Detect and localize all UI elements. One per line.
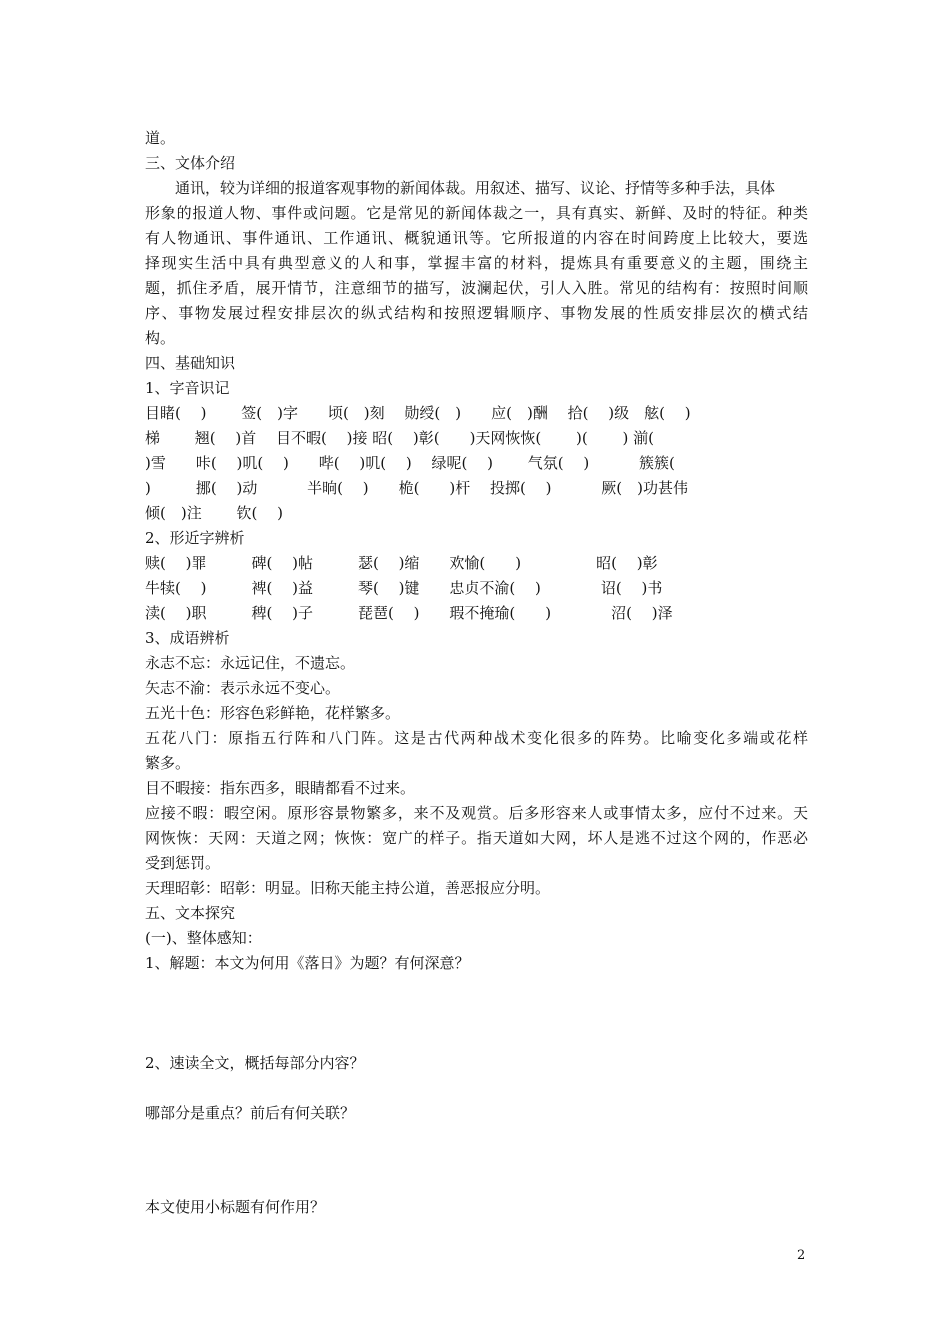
pronunciation-line: 梯 翘( )首 目不暇( )接 昭( )彰( )天网恢恢( )( ) 湔( [145,429,654,447]
idiom-line: 网恢恢：天网：天道之网；恢恢：宽广的样子。指天道如大网，坏人是逃不过这个网的，作恶必 [145,829,808,847]
pronunciation-line: )雪 咔( )叽( ) 哔( )叽( ) 绿呢( ) 气氛( ) 簇簇( [145,454,675,472]
pronunciation-line: 倾( )注 钦( ) [145,504,283,522]
question-summary: 2、速读全文，概括每部分内容？ [145,1054,365,1072]
section5-heading: 五、文本探究 [145,904,236,922]
section3-para-line: 序、事物发展过程安排层次的纵式结构和按照逻辑顺序、事物发展的性质安排层次的横式结 [145,304,808,322]
pronunciation-heading: 1、字音识记 [145,379,230,397]
section3-para-line: 通讯，较为详细的报道客观事物的新闻体裁。用叙述、描写、议论、抒情等多种手法，具体 [175,179,776,197]
similar-chars-line: 渎( )职 稗( )子 琵琶( ) 瑕不掩瑜( ) 沼( )泽 [145,604,673,622]
similar-chars-line: 牛犊( ) 裨( )益 琴( )键 忠贞不渝( ) 诏( )书 [145,579,663,597]
question-subheadings: 本文使用小标题有何作用？ [145,1198,326,1216]
idiom-line: 五光十色：形容色彩鲜艳，花样繁多。 [145,704,401,722]
overall-perception-heading: (一)、整体感知： [145,929,262,947]
idioms-heading: 3、成语辨析 [145,629,230,647]
similar-chars-line: 赎( )罪 碑( )帖 瑟( )缩 欢愉( ) 昭( )彰 [145,554,658,572]
section3-para-line: 构。 [145,329,176,347]
idiom-line: 目不暇接：指东西多，眼睛都看不过来。 [145,779,416,797]
section3-para-line: 择现实生活中具有典型意义的人和事，掌握丰富的材料，提炼具有重要意义的主题，围绕主 [145,254,808,272]
continuation-text: 道。 [145,129,176,147]
section3-para-line: 题，抓住矛盾，展开情节，注意细节的描写，波澜起伏，引人入胜。常见的结构有：按照时间顺 [145,279,808,297]
idiom-line: 天理昭彰：昭彰：明显。旧称天能主持公道，善恶报应分明。 [145,879,551,897]
pronunciation-line: ) 挪( )动 半晌( ) 桅( )杆 投掷( ) 厥( )功甚伟 [145,479,688,497]
section4-heading: 四、基础知识 [145,354,236,372]
question-title-meaning: 1、解题：本文为何用《落日》为题？有何深意？ [145,954,470,972]
question-focus: 哪部分是重点？前后有何关联？ [145,1104,356,1122]
idiom-line: 繁多。 [145,754,191,772]
idiom-line: 矢志不渝：表示永远不变心。 [145,679,341,697]
similar-chars-heading: 2、形近字辨析 [145,529,245,547]
section3-heading: 三、文体介绍 [145,154,236,172]
idiom-line: 永志不忘：永远记住，不遗忘。 [145,654,356,672]
section3-para-line: 形象的报道人物、事件或问题。它是常见的新闻体裁之一，具有真实、新鲜、及时的特征。种类 [145,204,808,222]
idiom-line: 受到惩罚。 [145,854,221,872]
idiom-line: 应接不暇：暇空闲。原形容景物繁多，来不及观赏。后多形容来人或事情太多，应付不过来。天 [145,804,808,822]
pronunciation-line: 目睹( ) 签( )字 顷( )刻 勋绶( ) 应( )酬 拾( )级 舷( ) [145,404,691,422]
idiom-line: 五花八门：原指五行阵和八门阵。这是古代两种战术变化很多的阵势。比喻变化多端或花样 [145,729,808,747]
section3-para-line: 有人物通讯、事件通讯、工作通讯、概貌通讯等。它所报道的内容在时间跨度上比较大，要选 [145,229,808,247]
page-number: 2 [797,1248,806,1263]
